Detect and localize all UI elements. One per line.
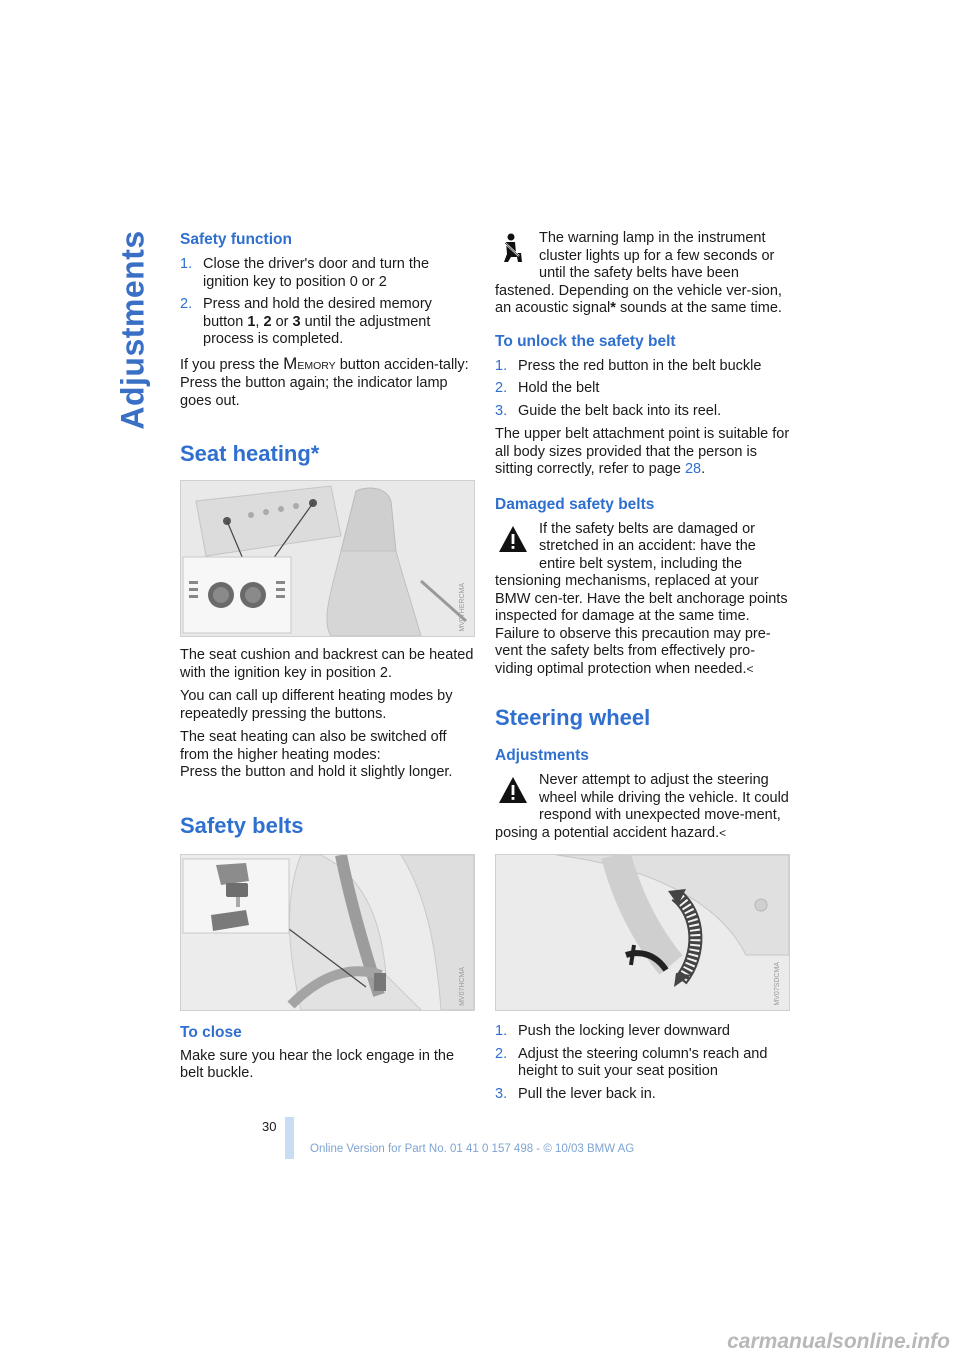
figure-code: MV07HERCMA [458,583,466,632]
left-column [180,230,475,1089]
section-side-title [108,230,158,430]
list-item [495,1086,790,1104]
accidental-press-note [180,355,475,411]
to-close-text: Make sure you hear the lock engage in the belt buckle. [180,1047,455,1081]
warning-lamp-pre: The warning lamp in the instrument cluster lights up for a few seconds or until the safety belts have been fastened. Depending on the vehicle ver-sion, an acoustic signal [495,230,782,316]
page-28-link[interactable]: 28 [684,461,702,477]
steering-steps [495,1023,790,1103]
right-column [495,230,790,1109]
step-text: Press the red button in the belt buckle [518,357,762,374]
step-number: 1. [495,1023,508,1039]
list-item [495,403,790,421]
step-text: Push the locking lever downward [518,1023,730,1039]
memory-button-3-label: 3 [292,313,301,330]
step-text: Pull the lever back in. [518,1085,656,1102]
list-item [495,1023,790,1041]
step-number: 3. [495,1085,508,1102]
p3-line2: Press the button and hold it slightly longer. [180,764,453,780]
safety-belts-heading: Safety belts [180,812,304,838]
list-item [495,380,790,398]
seat-heating-heading: Seat heating* [180,441,320,466]
warning-lamp-post: sounds at the same time. [615,300,782,316]
footer-accent-bar [285,1117,294,1159]
step-number: 1. [495,357,508,374]
list-item [495,358,790,376]
memory-button-2-label: 2 [263,313,272,330]
steering-illustration [496,855,789,1010]
note-text: The upper belt attachment point is suitable for all body sizes provided that the person is sitting correctly, refer to page [495,426,790,477]
safety-function-steps [180,256,475,349]
memory-button-1-label: 1 [247,313,256,330]
site-watermark: carmanualsonline.info [727,1330,950,1353]
step-number: 2. [495,1045,508,1062]
step-sep: or [271,313,293,330]
note-text: . [701,461,706,477]
seat-heating-p1: The seat cushion and backrest can be heated with the ignition key in position 2. [180,647,474,681]
step-text: Hold the belt [518,380,600,396]
warning-triangle-icon [495,521,531,557]
unlock-steps [495,358,790,421]
page-number: 30 [262,1119,277,1134]
seat-heating-p3 [180,729,475,782]
step-number: 1. [180,256,193,272]
p3-line1: The seat heating can also be switched off from the higher heating modes: [180,729,447,763]
step-text: Guide the belt back into its reel. [518,402,722,419]
step-number: 3. [495,402,508,419]
seat-heating-figure [180,480,475,637]
end-mark: < [719,825,727,840]
step-number: 2. [495,380,508,396]
figure-code: MV07SDCMA [773,962,781,1006]
step-sep: , [255,313,264,330]
note-text: Press the button again; the indicator lamp goes out. [180,375,448,409]
steering-adjust-figure [495,854,790,1011]
safety-function-heading: Safety function [180,231,292,248]
belt-attachment-note [495,426,790,479]
to-close-heading: To close [180,1023,242,1041]
list-item [180,296,475,349]
safety-belts-figure [180,854,475,1011]
safety-belts-illustration [181,855,474,1010]
optional-star: * [610,300,616,316]
step-number: 2. [180,296,193,312]
warning-triangle-icon [495,772,531,808]
unlock-heading: To unlock the safety belt [495,332,676,350]
note-text: If you press the [180,356,284,373]
side-title-text: Adjustments [114,230,151,430]
step-text: Close the driver's door and turn the ignition key to position 0 or 2 [203,256,430,290]
step-text-pre: Press and hold the desired memory button [203,296,432,330]
warning-lamp-text [495,230,790,318]
steering-warning-text [495,772,790,842]
seat-heating-p2: You can call up different heating modes by repeatedly pressing the buttons. [180,688,453,722]
step-text-post: until the adjustment process is completed. [203,313,431,347]
note-text: button acciden-tally: [335,356,469,373]
memory-emory: EMORY [297,359,336,372]
seat-heating-illustration [181,481,474,636]
adjustments-subheading: Adjustments [495,747,589,764]
end-mark: < [746,661,754,676]
damaged-text: If the safety belts are damaged or stretched in an accident: have the entire belt system, including the tensioning mechanisms, replaced at your BMW cen-ter. Have the belt anchorage points inspected for damage at the same time. Failure to observe this precaution may pre-vent the safety belts from effectively pro-viding optimal protection when needed. [495,520,788,677]
figure-code: MV07HCMA [458,966,466,1006]
step-text: Adjust the steering column's reach and height to suit your seat position [518,1045,768,1079]
steering-warning: Never attempt to adjust the steering wheel while driving the vehicle. It could respond with unexpected move-ment, posing a potential accident hazard. [495,772,789,841]
seatbelt-warning-icon [495,230,531,266]
damaged-belts-heading: Damaged safety belts [495,495,655,513]
memory-m: M [283,353,298,373]
steering-wheel-heading: Steering wheel [495,705,651,730]
damaged-belts-text [495,521,790,679]
list-item [495,1046,790,1081]
online-version-text: Online Version for Part No. 01 41 0 157 498 - © 10/03 BMW AG [310,1143,635,1155]
list-item [180,256,475,291]
